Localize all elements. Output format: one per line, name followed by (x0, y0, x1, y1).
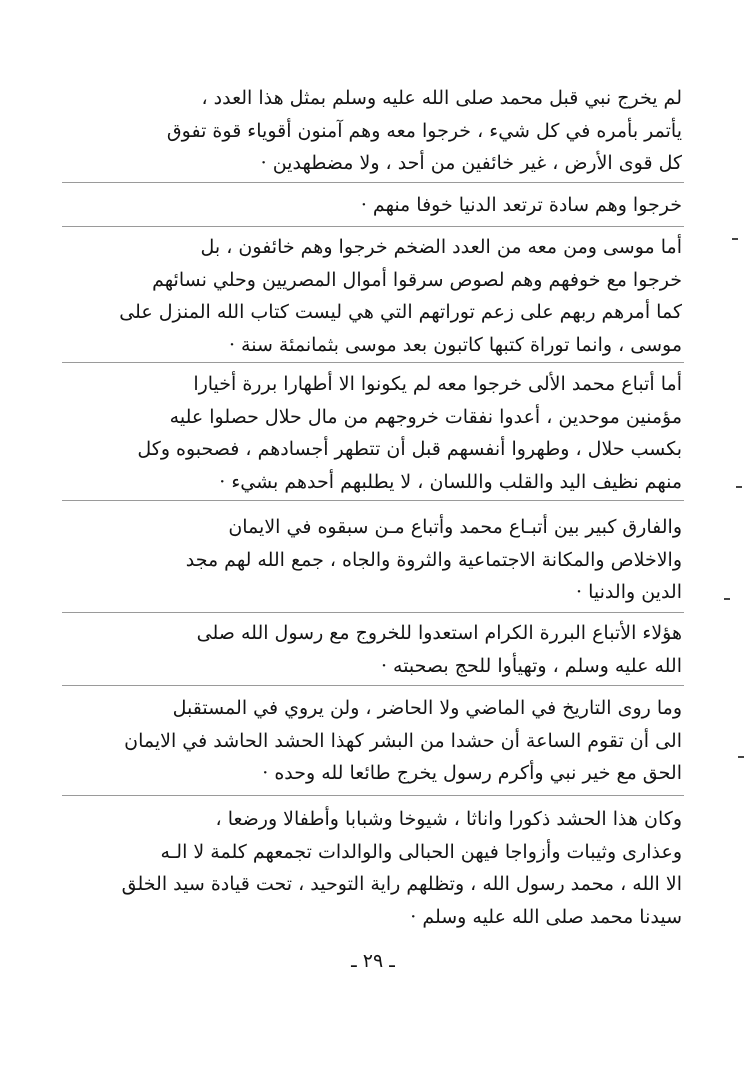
text-line: خرجوا وهم سادة ترتعد الدنيا خوفا منهم · (360, 194, 682, 216)
paragraph-divider (62, 795, 684, 796)
paragraph-divider (62, 182, 684, 183)
text-line: منهم نظيف اليد والقلب واللسان ، لا يطلبهم أحدهم بشيء · (219, 470, 682, 493)
paragraph-5 (62, 511, 682, 609)
scan-mark (732, 238, 738, 240)
paragraph-6 (62, 617, 682, 682)
paragraph-1 (62, 82, 682, 180)
paragraph-divider (62, 612, 684, 613)
paragraph-8 (62, 803, 682, 933)
text-line: الحق مع خير نبي وأكرم رسول يخرج طائعا لله وحده · (262, 762, 682, 784)
text-line: أما موسى ومن معه من العدد الضخم خرجوا وهم خائفون ، بل (200, 236, 682, 258)
text-line: الدين والدنيا · (576, 581, 682, 603)
text-line: لم يخرج نبي قبل محمد صلى الله عليه وسلم بمثل هذا العدد ، (201, 87, 682, 109)
paragraph-divider (62, 226, 684, 227)
paragraph-divider (62, 685, 684, 686)
paragraph-2 (62, 189, 682, 222)
text-line: مؤمنين موحدين ، أعدوا نفقات خروجهم من مال حلال حصلوا عليه (169, 405, 682, 428)
text-line: كما أمرهم ربهم على زعم توراتهم التي هي ليست كتاب الله المنزل على (119, 301, 682, 323)
text-line: سيدنا محمد صلى الله عليه وسلم · (410, 905, 682, 928)
page-number: ـ ٢٩ ـ (351, 950, 395, 972)
text-line: هؤلاء الأتباع البررة الكرام استعدوا للخروج مع رسول الله صلى (196, 622, 682, 644)
text-line: الى أن تقوم الساعة أن حشدا من البشر كهذا الحشد الحاشد في الايمان (124, 729, 682, 752)
text-line: وعذارى وثيبات وأزواجا فيهن الحبالى والوالدات تجمعهم كلمة لا الـه (160, 840, 682, 863)
scan-mark (738, 756, 744, 758)
text-line: موسى ، وانما توراة كتبها كاتبون بعد موسى بثمانمئة سنة · (228, 333, 682, 356)
text-line: وكان هذا الحشد ذكورا واناثا ، شيوخا وشبابا وأطفالا ورضعا ، (215, 808, 682, 830)
text-line: أما أتباع محمد الألى خرجوا معه لم يكونوا الا أطهارا بررة أخيارا (193, 373, 682, 395)
paragraph-divider (62, 362, 684, 363)
scan-mark (724, 598, 730, 600)
text-line: الله عليه وسلم ، وتهيأوا للحج بصحبته · (380, 654, 682, 677)
text-line: والاخلاص والمكانة الاجتماعية والثروة والجاه ، جمع الله لهم مجد (185, 548, 682, 571)
paragraph-7 (62, 692, 682, 790)
paragraph-4 (62, 368, 682, 498)
text-line: والفارق كبير بين أتبـاع محمد وأتباع مـن سبقوه في الايمان (228, 516, 682, 538)
text-line: خرجوا مع خوفهم وهم لصوص سرقوا أموال المصريين وحلي نسائهم (152, 268, 682, 291)
scan-mark (736, 486, 742, 488)
text-line: الا الله ، محمد رسول الله ، وتظلهم راية التوحيد ، تحت قيادة سيد الخلق (121, 873, 682, 895)
paragraph-divider (62, 500, 684, 501)
paragraph-3 (62, 231, 682, 361)
text-line: بكسب حلال ، وطهروا أنفسهم قبل أن تتطهر أجسادهم ، فصحبوه وكل (137, 438, 682, 460)
text-line: وما روى التاريخ في الماضي ولا الحاضر ، ولن يروي في المستقبل (172, 697, 682, 719)
text-line: كل قوى الأرض ، غير خائفين من أحد ، ولا مضطهدين · (260, 152, 682, 174)
text-line: يأتمر بأمره في كل شيء ، خرجوا معه وهم آمنون أقوياء قوة تفوق (166, 119, 682, 142)
